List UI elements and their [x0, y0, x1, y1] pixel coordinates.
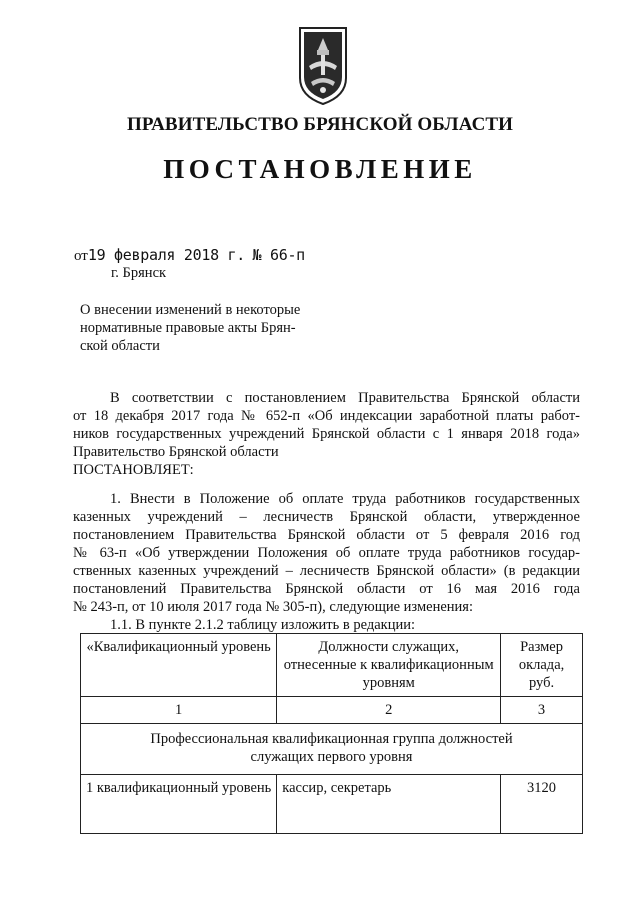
salary-table: [80, 633, 583, 834]
qualification-group-title: Профессиональная квалификационная группа должностей служащих первого уровня: [81, 724, 583, 775]
subject-line: О внесении изменений в некоторые: [80, 302, 301, 318]
item-line: № 63-п «Об утверждении Положения об оплате труда работников государ-: [73, 545, 580, 561]
table-group-row: [81, 724, 583, 775]
item-line: казенных учреждений – лесничеств Брянской области, утвержденное: [73, 509, 580, 525]
date-line: [74, 246, 305, 265]
preamble-line: ПОСТАНОВЛЯЕТ:: [73, 462, 194, 478]
table-number-row: [81, 697, 583, 724]
table-row: [81, 775, 583, 834]
city: г. Брянск: [111, 265, 167, 281]
table-header: Размер оклада, руб.: [501, 634, 583, 697]
item-line: ственных казенных учреждений – лесничеств Брянской области» (в редакции: [73, 563, 580, 579]
document-subject: [80, 301, 340, 355]
item-line: постановлений Правительства Брянской области от 16 мая 2016 года: [73, 581, 580, 597]
column-number: 2: [277, 697, 501, 724]
subject-line: ской области: [80, 338, 160, 354]
item-line: 1. Внести в Положение об оплате труда работников государственных: [110, 491, 580, 507]
date-prefix: от: [74, 248, 88, 264]
item-line: постановлением Правительства Брянской области от 5 февраля 2016 год: [73, 527, 580, 543]
column-number: 1: [81, 697, 277, 724]
preamble-line: ников государственных учреждений Брянской области с 1 января 2018 года»: [73, 426, 580, 442]
table-cell: кассир, секретарь: [277, 775, 501, 834]
item-1: [73, 490, 580, 634]
column-number: 3: [501, 697, 583, 724]
document-number: № 66-п: [252, 246, 305, 264]
table-header-row: [81, 634, 583, 697]
item-line: № 243-п, от 10 июля 2017 года № 305-п), следующие изменения:: [73, 599, 473, 615]
table-cell: 3120: [501, 775, 583, 834]
document-type: ПОСТАНОВЛЕНИЕ: [163, 154, 477, 184]
table-header: «Квалификационный уровень: [81, 634, 277, 697]
item-line: 1.1. В пункте 2.1.2 таблицу изложить в редакции:: [110, 617, 416, 633]
table-header: Должности служащих, отнесенные к квалификационным уровням: [277, 634, 501, 697]
qualification-level-prefix: 1 квалификационный уровень: [86, 780, 272, 796]
preamble: [73, 389, 580, 479]
preamble-line: Правительство Брянской области: [73, 444, 279, 460]
government-name: ПРАВИТЕЛЬСТВО БРЯНСКОЙ ОБЛАСТИ: [126, 114, 514, 135]
subject-line: нормативные правовые акты Брян-: [80, 320, 296, 336]
coat-of-arms-icon: [297, 26, 349, 106]
document-date: 19 февраля 2018 г.: [87, 246, 246, 264]
table-cell: [81, 775, 277, 834]
preamble-line: В соответствии с постановлением Правительства Брянской области: [110, 390, 580, 406]
preamble-line: от 18 декабря 2017 года № 652-п «Об индексации заработной платы работ-: [73, 408, 580, 424]
